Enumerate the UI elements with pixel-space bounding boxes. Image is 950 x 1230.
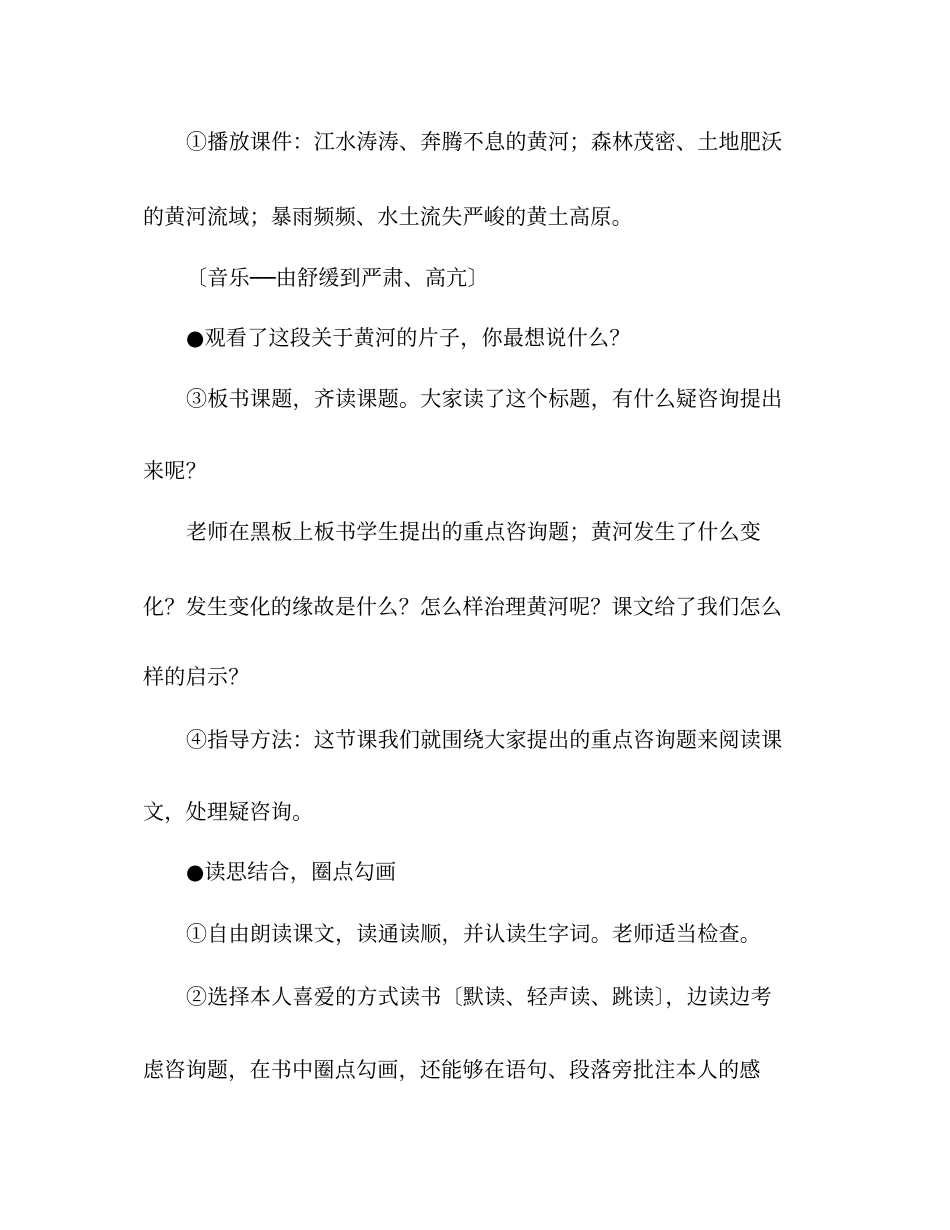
text-line: 文，处理疑咨询。 [143, 800, 314, 824]
text-line: 来呢？ [143, 459, 207, 483]
text-line: 老师在黑板上板书学生提出的重点咨询题；黄河发生了什么变 [186, 520, 762, 544]
text-line: ②选择本人喜爱的方式读书〔默读、轻声读、跳读〕，边读边考 [186, 985, 772, 1009]
text-line: 虑咨询题，在书中圈点勾画，还能够在语句、段落旁批注本人的感 [143, 1058, 761, 1082]
text-line: 样的启示？ [143, 665, 250, 689]
text-line: 〔音乐──由舒缓到严肃、高亢〕 [186, 266, 489, 290]
text-line: ④指导方法：这节课我们就围绕大家提出的重点咨询题来阅读课 [186, 728, 783, 752]
text-line: ①自由朗读课文，读通读顺，并认读生字词。老师适当检查。 [186, 922, 762, 946]
text-line: ③板书课题，齐读课题。大家读了这个标题，有什么疑咨询提出 [186, 387, 783, 411]
text-line: ●读思结合，圈点勾画 [186, 860, 397, 884]
text-line: ①播放课件：江水涛涛、奔腾不息的黄河；森林茂密、土地肥沃 [186, 130, 783, 154]
text-line: 的黄河流域；暴雨频频、水土流失严峻的黄土高原。 [143, 205, 633, 229]
text-line: ●观看了这段关于黄河的片子，你最想说什么？ [186, 326, 631, 350]
text-line: 化？发生变化的缘故是什么？怎么样治理黄河呢？课文给了我们怎么 [143, 595, 782, 619]
